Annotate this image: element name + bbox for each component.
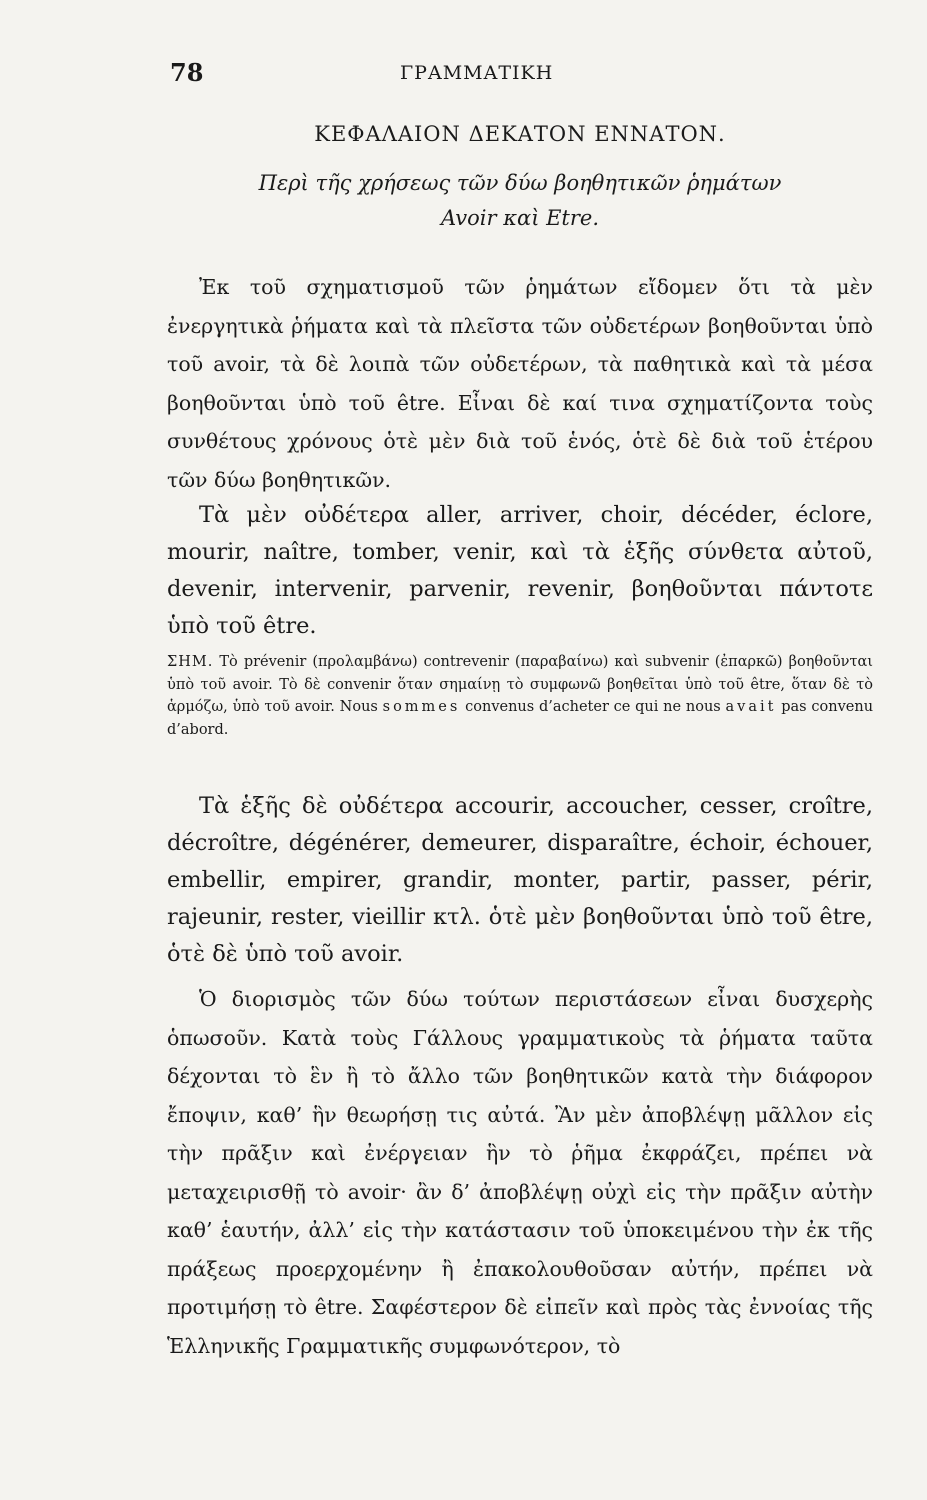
paragraph-4-block (167, 980, 873, 1365)
paragraph-4: Ὁ διορισμὸς τῶν δύω τούτων περιστάσεων εἶναι δυσχερὴς ὁπωσοῦν. Κατὰ τοὺς Γάλλους γραμματικοὺς τὰ ῥήματα ταῦτα δέχονται τὸ ἓν ἢ τὸ ἄλλο τῶν βοηθητικῶν κατὰ τὴν διάφορον ἔποψιν, καθ’ ἣν θεωρήσῃ τις αὐτά. Ἂν μὲν ἀποβλέψῃ μᾶλλον εἰς τὴν πρᾶξιν καὶ ἐνέργειαν ἣν τὸ ῥῆμα ἐκφράζει, πρέπει νὰ μεταχειρισθῇ τὸ avoir· ἂν δ’ ἀποβλέψῃ οὐχὶ εἰς τὴν πρᾶξιν αὐτὴν καθ’ ἑαυτήν, ἀλλ’ εἰς τὴν κατάστασιν τοῦ ὑποκειμένου τὴν ἐκ τῆς πράξεως προερχομένην ἢ ἐπακολουθοῦσαν αὐτήν, πρέπει νὰ προτιμήσῃ τὸ être. Σαφέστερον δὲ εἰπεῖν καὶ πρὸς τὰς ἐννοίας τῆς Ἑλληνικῆς Γραμματικῆς συμφωνότερον, τὸ (167, 987, 873, 1358)
page-number: 78 (170, 58, 204, 87)
chapter-subtitle (170, 166, 870, 235)
chapter-title: ΚΕΦΑΛΑΙΟΝ ΔΕΚΑΤΟΝ ΕΝΝΑΤΟΝ. (314, 122, 726, 146)
running-title: ΓΡΑΜΜΑΤΙΚΗ (400, 62, 554, 84)
note-spaced-word-2: avait (725, 699, 777, 715)
running-head (170, 58, 870, 94)
paragraph-2-block (167, 497, 873, 645)
paragraph-1-block (167, 268, 873, 499)
chapter-subtitle-line-1: Περὶ τῆς χρήσεως τῶν δύω βοηθητικῶν ῥημάτων (258, 171, 782, 195)
paragraph-3: Τὰ ἑξῆς δὲ οὐδέτερα accourir, accoucher, cesser, croître, décroître, dégénérer, demeurer, disparaître, échoir, échouer, embellir, empirer, grandir, monter, partir, passer, périr, rajeunir, rester, vieillir κτλ. ὁτὲ μὲν βοηθοῦνται ὑπὸ τοῦ être, ὁτὲ δὲ ὑπὸ τοῦ avoir. (167, 793, 873, 967)
chapter-subtitle-line-2: Avoir καὶ Etre. (440, 205, 600, 230)
note-label: ΣΗΜ. (167, 654, 214, 670)
note-text-a: Τὸ prévenir (προλαμβάνω) contrevenir (παραβαίνω) καὶ subvenir (ἐπαρκῶ) βοηθοῦνται ὑπὸ τοῦ avoir. Τὸ δὲ convenir ὅταν σημαίνῃ τὸ συμφωνῶ βοηθεῖται ὑπὸ τοῦ être, ὅταν δὲ τὸ ἁρμόζω, ὑπὸ τοῦ avoir. Nous (167, 654, 873, 715)
note-text-b: convenus d’acheter ce qui ne nous (465, 699, 721, 715)
note-text-c: pas convenu d’abord. (167, 699, 874, 738)
note (167, 651, 873, 741)
paragraph-3-block (167, 788, 873, 973)
note-spaced-word-1: sommes (382, 699, 461, 715)
paragraph-2: Τὰ μὲν οὐδέτερα aller, arriver, choir, décéder, éclore, mourir, naître, tomber, venir, καὶ τὰ ἑξῆς σύνθετα αὐτοῦ, devenir, intervenir, parvenir, revenir, βοηθοῦνται πάντοτε ὑπὸ τοῦ être. (167, 502, 873, 639)
paragraph-1: Ἐκ τοῦ σχηματισμοῦ τῶν ῥημάτων εἴδομεν ὅτι τὰ μὲν ἐνεργητικὰ ῥήματα καὶ τὰ πλεῖστα τῶν οὐδετέρων βοηθοῦνται ὑπὸ τοῦ avoir, τὰ δὲ λοιπὰ τῶν οὐδετέρων, τὰ παθητικὰ καὶ τὰ μέσα βοηθοῦνται ὑπὸ τοῦ être. Εἶναι δὲ καί τινα σχηματίζοντα τοὺς συνθέτους χρόνους ὁτὲ μὲν διὰ τοῦ ἑνός, ὁτὲ δὲ διὰ τοῦ ἑτέρου τῶν δύω βοηθητικῶν. (167, 275, 873, 492)
note-block (167, 651, 873, 741)
